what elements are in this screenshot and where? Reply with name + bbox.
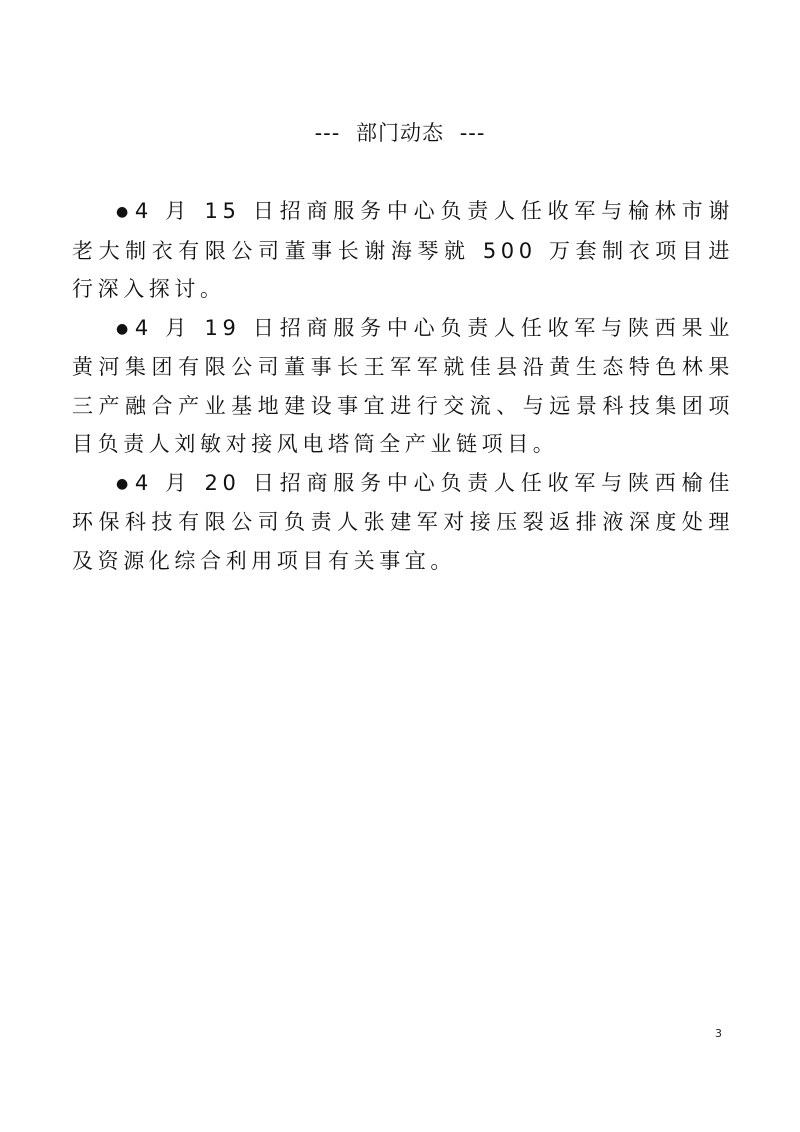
news-text: 4 月 15 日招商服务中心负责人任收军与榆林市谢老大制衣有限公司董事长谢海琴就 500 万套制衣项目进行深入探讨。 [72,199,734,301]
title-text: 部门动态 [356,121,444,145]
bullet-icon: ● [116,320,133,337]
news-item [72,309,734,464]
news-item [72,192,734,309]
section-title [0,118,800,148]
bullet-icon: ● [116,475,133,492]
news-item [72,464,734,581]
news-text: 4 月 20 日招商服务中心负责人任收军与陕西榆佳环保科技有限公司负责人张建军对接压裂返排液深度处理及资源化综合利用项目有关事宜。 [72,470,734,573]
news-text: 4 月 19 日招商服务中心负责人任收军与陕西果业黄河集团有限公司董事长王军军就佳县沿黄生态特色林果三产融合产业基地建设事宜进行交流、与远景科技集团项目负责人刘敏对接风电塔筒全产业链项目。 [72,315,734,456]
title-dash-left: --- [314,121,341,145]
bullet-icon: ● [116,204,133,220]
title-dash-right: --- [459,121,486,145]
page-number: 3 [715,1027,722,1040]
news-list [72,192,734,580]
